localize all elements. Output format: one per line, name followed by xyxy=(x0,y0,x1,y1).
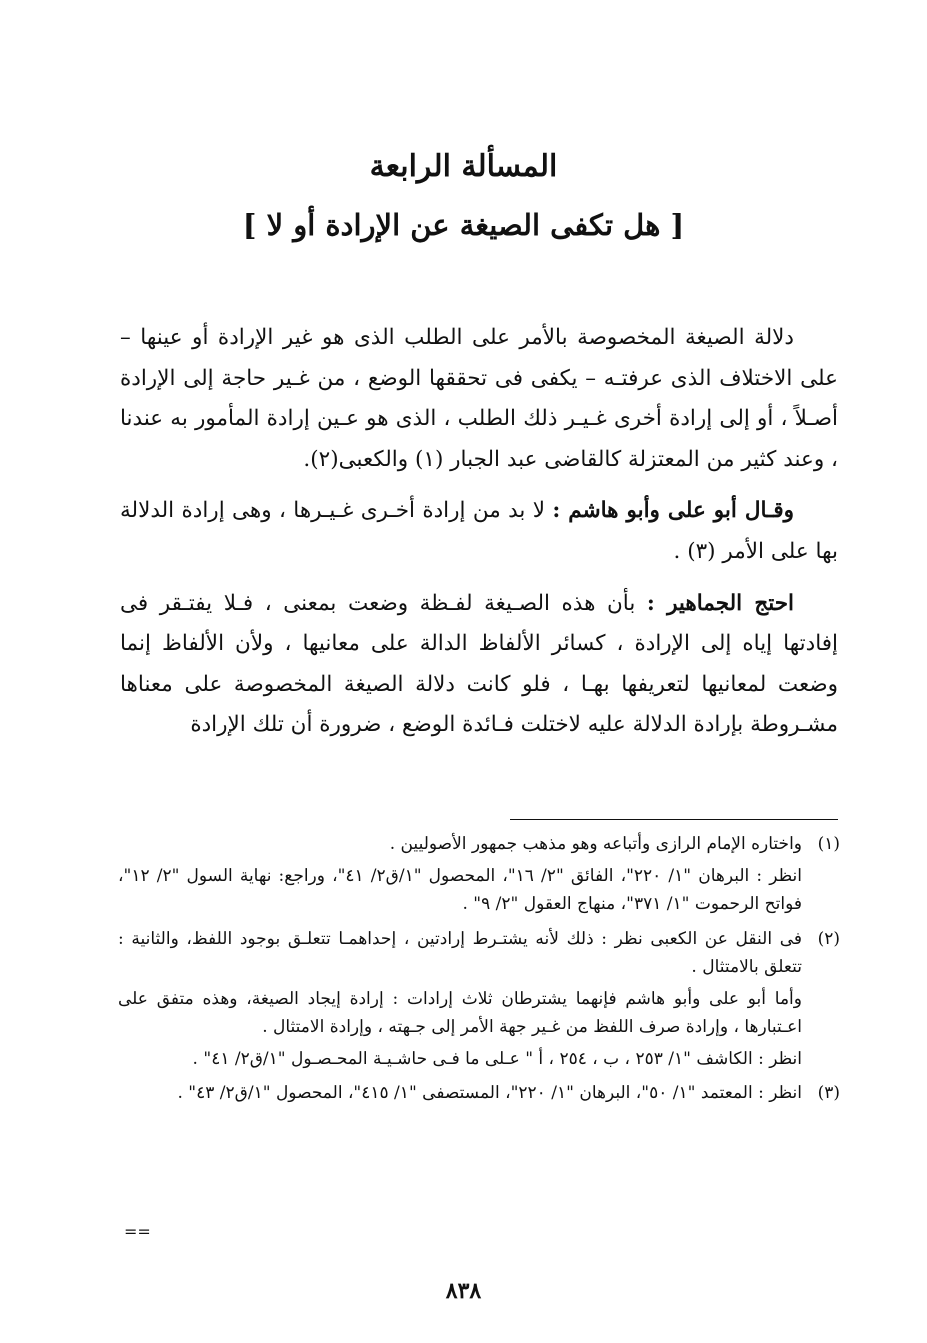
footnote-2-body xyxy=(118,925,802,1077)
footnote-1-line-2: انظر : البرهان "١/ ٢٢٠"، الفائق "٢/ ١٦"، المحصول "١/ق٢/ ٤١"، وراجع: نهاية السول "٢/ ١٢"، فواتح الرحموت "١/ ٣٧١"، منهاج العقول "٢/ ٩" . xyxy=(118,865,803,914)
footnote-2-line-2: وأما أبو على وأبو هاشم فإنهما يشترطان ثلاث إرادات : إرادة إيجاد الصيغة، وهذه متفق على اعـتبارها ، وإرادة صرف اللفظ من غـير جهة الأمر إلى جـهته ، وإرادة الامتثال . xyxy=(118,988,802,1037)
footnote-3-number: (٣) xyxy=(817,1083,840,1103)
footnote-1-number: (١) xyxy=(817,834,840,854)
footnotes xyxy=(118,830,840,1114)
footnote-2-number: (٢) xyxy=(817,928,840,949)
paragraph-1: دلالة الصيغة المخصوصة بالأمر على الطلب الذى هو غير الإرادة أو عينها – على الاختلاف الذى عرفتـه – يكفى فى تحققها الوضع ، من غـير حاجة إلى الإرادة أصـلاً ، أو إلى إرادة أخرى غـيـر ذلك الطلب ، الذى هو عـين إرادة المأمور به عندنا ، وعند كثير من المعتزلة كالقاضى عبد الجبار (١) والكعبى(٢). xyxy=(120,325,838,472)
continuation-mark: == xyxy=(124,1222,151,1241)
paragraph-2-lead: وقـال أبو على وأبو هاشم : xyxy=(552,498,794,524)
footnote-1-body xyxy=(118,830,802,922)
footnote-3-line-1: انظر : المعتمد "١/ ٥٠"، البرهان "١/ ٢٢٠"، المستصفى "١/ ٤١٥"، المحصول "١/ق٢/ ٤٣" . xyxy=(177,1083,802,1103)
footnote-divider xyxy=(510,819,838,820)
chapter-title: المسألة الرابعة xyxy=(369,149,558,184)
page-number: ٨٣٨ xyxy=(445,1278,482,1304)
footnote-1 xyxy=(118,830,840,922)
paragraph-2-text: لا بد من إرادة أخـرى غـيـرها ، وهى إرادة الدلالة بها على الأمر (٣) . xyxy=(120,498,838,564)
main-text xyxy=(120,318,838,757)
chapter-subtitle: [ هل تكفى الصيغة عن الإرادة أو لا ] xyxy=(242,208,685,242)
paragraph-3-lead: احتج الجماهير : xyxy=(646,590,794,616)
footnote-2-line-1: فى النقل عن الكعبى نظر : ذلك لأنه يشتـرط إرادتين ، إحداهمـا تتعلـق بوجود اللفظ، والثانية : تتعلق بالامتثال . xyxy=(118,928,802,977)
paragraph-2 xyxy=(120,491,838,572)
footnote-2-line-3: انظر : الكاشف "١/ ٢٥٣ ، ب ، ٢٥٤ ، أ " عـلى ما فـى حاشـيـة المحـصـول "١/ق٢/ ٤١" . xyxy=(192,1048,802,1069)
paragraph-3 xyxy=(120,584,838,746)
footnote-3 xyxy=(118,1079,840,1111)
footnote-2 xyxy=(118,925,840,1077)
paragraph-3-text: بأن هذه الصـيغة لفـظة وضعت بمعنى ، فـلا يفتـقر فى إفادتها إياه إلى الإرادة ، كسائر الألفاظ الدالة على معانيها ، ولأن الألفاظ إنما وضعت لمعانيها لتعريفها بهـا ، فلو كانت دلالة الصيغة المخصوصة على معناها مشـروطة بإرادة الدلالة عليه لاختلت فـائدة الوضع ، ضرورة أن تلك الإرادة xyxy=(120,590,838,738)
footnote-1-line-1: واختاره الإمام الرازى وأتباعه وهو مذهب جمهور الأصوليين . xyxy=(389,834,802,854)
footnote-3-body xyxy=(118,1079,802,1111)
